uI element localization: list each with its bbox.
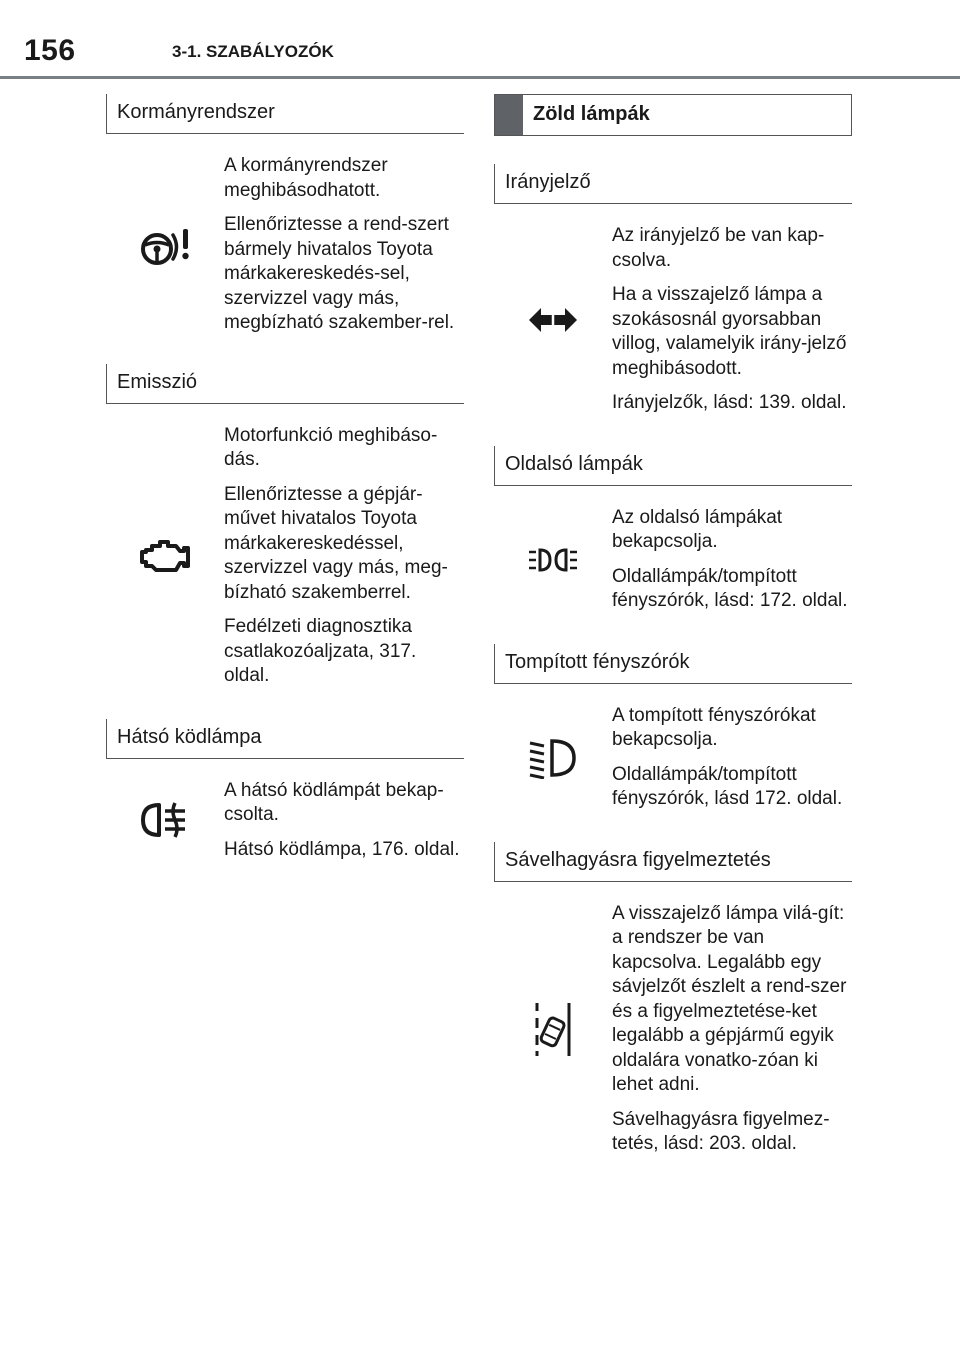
low-beam-text-2: Oldallámpák/tompított fényszórók, lásd 172. oldal. [612,763,843,809]
rear-fog-text-1: A hátsó ködlámpát bekap-csolta. [224,779,444,825]
steering-warning-icon [106,223,224,267]
rear-fog-entry [106,779,464,863]
side-lamps-entry [494,506,852,614]
rear-fog-lamp-icon [106,799,224,841]
chapter-title: 3-1. SZABÁLYOZÓK [172,42,334,61]
turn-signal-icon [494,306,612,334]
right-column [494,94,852,1157]
page-number: 156 [24,34,76,67]
side-lamps-text-2: Oldallámpák/tompított fényszórók, lásd: 172. oldal. [612,565,848,611]
turn-text-1: Az irányjelző be van kap-csolva. [612,225,825,271]
emission-text-3: Fedélzeti diagnosztika csatlakozóaljzata, 317. oldal. [224,616,417,686]
lane-departure-entry [494,902,852,1157]
steering-entry [106,154,464,336]
rear-fog-text-2: Hátsó ködlámpa, 176. oldal. [224,838,460,860]
lane-departure-icon [494,1001,612,1057]
turn-text-2: Ha a visszajelző lámpa a szokásosnál gyorsabban villog, valamelyik irány-jelző meghibásodott. [612,284,847,379]
left-column [106,94,464,862]
section-heading-low-beam: Tompított fényszórók [494,644,852,684]
low-beam-text-1: A tompított fényszórókat bekapcsolja. [612,704,816,750]
section-heading-turn: Irányjelző [494,164,852,204]
band-title: Zöld lámpák [533,103,650,125]
turn-text-3: Irányjelzők, lásd: 139. oldal. [612,392,847,413]
lane-departure-text-1: A visszajelző lámpa vilá-gít: a rendszer be van kapcsolva. Legalább egy sávjelzőt észlelt a rend-szer és a figyelmeztetése-ket legalább a gépjármű egyik oldalára vonatko-zóan ki lehet adni. [612,902,847,1095]
turn-entry [494,224,852,416]
section-heading-steering: Kormányrendszer [106,94,464,134]
band-marker [495,95,523,135]
engine-check-icon [106,536,224,576]
emission-text-2: Ellenőriztesse a gépjár-művet hivatalos Toyota márkakereskedéssel, szervizzel vagy más, meg-bízható szakemberrel. [224,483,448,603]
header-divider [0,76,960,79]
side-lamps-text-1: Az oldalsó lámpákat bekapcsolja. [612,506,783,552]
steering-text-2: Ellenőriztesse a rend-szert bármely hivatalos Toyota márkakereskedés-sel, szervizzel vagy más, megbízható szakember-rel. [224,214,455,333]
section-heading-side-lamps: Oldalsó lámpák [494,446,852,486]
emission-text-1: Motorfunkció meghibáso-dás. [224,424,438,470]
section-heading-rear-fog: Hátsó ködlámpa [106,719,464,759]
section-heading-lane-departure: Sávelhagyásra figyelmeztetés [494,842,852,882]
low-beam-entry [494,704,852,812]
green-lamps-band [494,94,852,136]
low-beam-icon [494,737,612,779]
side-lamps-icon [494,546,612,574]
steering-text-1: A kormányrendszer meghibásodhatott. [224,155,388,201]
lane-departure-text-2: Sávelhagyásra figyelmez-tetés, lásd: 203. oldal. [612,1108,830,1154]
emission-entry [106,424,464,689]
section-heading-emission: Emisszió [106,364,464,404]
